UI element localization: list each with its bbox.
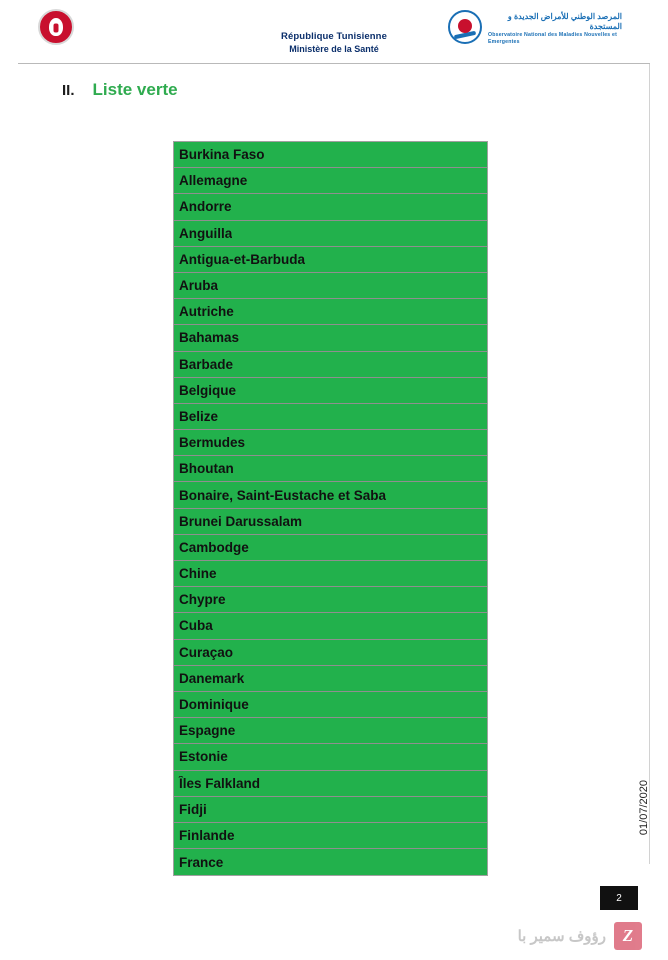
country-name: Autriche xyxy=(179,304,234,320)
table-row xyxy=(174,666,487,692)
table-row xyxy=(174,456,487,482)
table-row xyxy=(174,849,487,875)
table-row xyxy=(174,482,487,508)
table-row xyxy=(174,561,487,587)
country-name: Îles Falkland xyxy=(179,775,261,791)
table-row xyxy=(174,221,487,247)
table-row xyxy=(174,404,487,430)
country-name: Curaçao xyxy=(179,644,234,660)
country-name: Bonaire, Saint-Eustache et Saba xyxy=(179,487,387,503)
watermark xyxy=(518,922,642,950)
country-name: Barbade xyxy=(179,356,234,372)
table-row xyxy=(174,247,487,273)
table-row xyxy=(174,325,487,351)
watermark-text: رؤوف سمير با xyxy=(517,928,606,945)
country-name: Bahamas xyxy=(179,330,240,346)
table-row xyxy=(174,640,487,666)
country-name: Anguilla xyxy=(179,225,233,241)
table-row xyxy=(174,430,487,456)
green-list-table xyxy=(173,141,488,876)
country-name: Dominique xyxy=(179,697,249,713)
country-name: France xyxy=(179,854,224,870)
document-date: 01/07/2020 xyxy=(638,780,650,836)
table-row xyxy=(174,168,487,194)
table-row xyxy=(174,535,487,561)
table-row xyxy=(174,273,487,299)
country-name: Bermudes xyxy=(179,435,246,451)
table-row xyxy=(174,352,487,378)
observatory-mark-icon xyxy=(448,10,482,44)
header-country: République Tunisienne xyxy=(281,31,387,42)
header-ministry: Ministère de la Santé xyxy=(289,44,379,54)
section-heading xyxy=(62,80,178,100)
country-name: Antigua-et-Barbuda xyxy=(179,251,305,267)
observatory-name-english: Observatoire National des Maladies Nouvelles et Emergentes xyxy=(488,32,618,45)
table-row xyxy=(174,797,487,823)
table-row xyxy=(174,823,487,849)
country-name: Espagne xyxy=(179,723,236,739)
page-header xyxy=(0,0,668,64)
country-name: Bhoutan xyxy=(179,461,234,477)
country-name: Fidji xyxy=(179,801,207,817)
header-divider xyxy=(18,63,650,64)
country-name: Cuba xyxy=(179,618,213,634)
country-name: Chypre xyxy=(179,592,226,608)
table-row xyxy=(174,771,487,797)
table-row xyxy=(174,378,487,404)
country-name: Belgique xyxy=(179,382,237,398)
observatory-name-arabic: المرصد الوطني للأمراض الجديدة و المستجدة xyxy=(507,12,622,31)
table-row xyxy=(174,509,487,535)
country-name: Cambodge xyxy=(179,539,249,555)
country-name: Brunei Darussalam xyxy=(179,513,303,529)
table-row xyxy=(174,613,487,639)
page-number-badge: 2 xyxy=(600,886,638,910)
page-title: Liste verte xyxy=(92,80,178,99)
table-row xyxy=(174,587,487,613)
country-name: Burkina Faso xyxy=(179,147,265,163)
country-name: Danemark xyxy=(179,670,245,686)
country-name: Chine xyxy=(179,566,217,582)
table-row xyxy=(174,194,487,220)
table-row xyxy=(174,142,487,168)
right-margin-rule xyxy=(649,64,650,864)
country-name: Aruba xyxy=(179,278,219,294)
watermark-logo-icon xyxy=(614,922,642,950)
section-number: II. xyxy=(62,82,75,99)
country-name: Finlande xyxy=(179,827,235,843)
observatory-logo xyxy=(442,8,622,48)
country-name: Andorre xyxy=(179,199,232,215)
table-row xyxy=(174,718,487,744)
country-name: Estonie xyxy=(179,749,228,765)
table-row xyxy=(174,692,487,718)
country-name: Allemagne xyxy=(179,173,248,189)
table-row xyxy=(174,299,487,325)
table-row xyxy=(174,744,487,770)
country-name: Belize xyxy=(179,408,219,424)
